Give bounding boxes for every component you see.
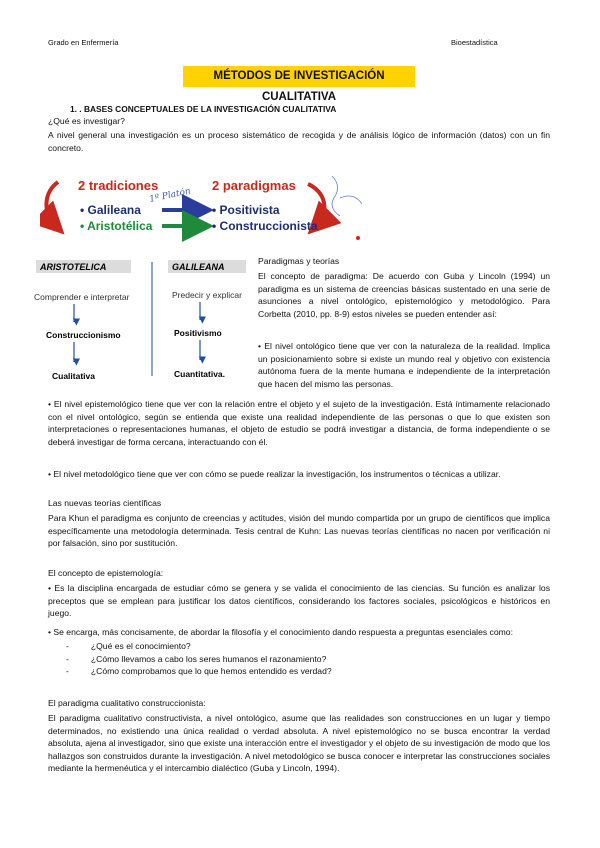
list-item: - ¿Qué es el conocimiento?	[66, 641, 191, 651]
traditions-paradigms-banner	[40, 168, 380, 248]
logo-mark	[356, 236, 360, 240]
tradition-flow-diagram	[34, 258, 254, 382]
right-step2: Positivismo	[174, 328, 222, 338]
galileana-title: GALILEANA	[172, 262, 225, 272]
left-curved-arrow	[46, 182, 58, 226]
construccionista-label: • Construccionista	[212, 219, 318, 233]
epistemology-heading: El concepto de epistemología:	[48, 568, 164, 578]
left-step3: Cualitativa	[52, 371, 95, 381]
header-course: Grado en Enfermería	[48, 38, 119, 47]
left-step1: Comprender e interpretar	[34, 292, 130, 302]
traditions-title: 2 tradiciones	[78, 178, 159, 193]
constructionist-paragraph: El paradigma cualitativo constructivista, a nivel ontológico, asume que las realidades son construcciones en un lugar y tiempo determinados, no existiendo una única realidad o verdad absoluta. A nivel epistemológico no se busca encontrar la verdad absoluta, ajena al investigador, sino que existe una interacción entre el investigador y el objeto de su investigación de modo que los hallazgos son construidos durante la investigación. A nivel metodológico se busca conocer e interpretar las construcciones sociales mediante la hermenéutica y el intercambio dialéctico (Guba y Lincoln, 1994).	[48, 713, 550, 774]
paradigms-heading: Paradigmas y teorías	[258, 256, 340, 266]
page-title: MÉTODOS DE INVESTIGACIÓN CUALITATIVA	[183, 66, 415, 87]
constructionist-heading: El paradigma cualitativo construccionista:	[48, 698, 206, 708]
question-heading: ¿Qué es investigar?	[48, 116, 125, 126]
aristotelica-title: ARISTOTELICA	[40, 262, 107, 272]
theories-heading: Las nuevas teorías científicas	[48, 498, 162, 508]
header-subject: Bioestadística	[451, 38, 498, 47]
theories-paragraph: Para Khun el paradigma es conjunto de creencias y actitudes, visión del mundo compartida por un grupo de científicos que implica específicamente una metodología determinada. Tesis central de Kuhn: Las nuevas teorías científicas no nacen por verificación ni por falsación, sino por sustitución.	[48, 513, 550, 549]
paradigms-title: 2 paradigmas	[212, 178, 296, 193]
aristotelica-label: • Aristotélica	[80, 219, 153, 233]
right-step1: Predecir y explicar	[172, 290, 242, 300]
galileana-label: • Galileana	[80, 203, 141, 217]
intro-paragraph: A nivel general una investigación es un proceso sistemático de recogida y de análisis lógico de información (datos) con un fin concreto.	[48, 130, 550, 153]
section-heading: 1. . BASES CONCEPTUALES DE LA INVESTIGACIÓN CUALITATIVA	[70, 104, 337, 114]
left-step2: Construccionismo	[46, 330, 121, 340]
epistemology-bullet2: • Se encarga, más concisamente, de abordar la filosofía y el conocimiento dando respuesta a preguntas esenciales como:	[48, 627, 513, 637]
list-item: - ¿Cómo llevamos a cabo los seres humanos el razonamiento?	[66, 653, 327, 664]
epistemology-bullet1: • Es la disciplina encargada de estudiar cómo se genera y se valida el conocimiento de las ciencias. Su función es analizar los preceptos que se emplean para justificar los datos científicos, considerando los factores sociales, psicológicos e históricos en juego.	[48, 583, 550, 619]
methodological-level: • El nivel metodológico tiene que ver con cómo se puede realizar la investigación, los instrumentos o técnicas a utilizar.	[48, 469, 501, 479]
handwriting-scribble	[340, 196, 362, 204]
list-item: - ¿Cómo comprobamos que lo que hemos entendido es verdad?	[66, 666, 332, 677]
ontological-level: • El nivel ontológico tiene que ver con la naturaleza de la realidad. Implica un posicionamiento sobre si existe un mundo real y objetivo con existencia autónoma fuera de la mente humana e independiente de la interpretación que hacen del mismo las personas.	[258, 341, 550, 389]
right-step3: Cuantitativa.	[174, 369, 226, 379]
question-list	[66, 640, 332, 678]
positivista-label: • Positivista	[212, 203, 280, 217]
epistemological-level: • El nivel epistemológico tiene que ver con la relación entre el objeto y el sujeto de la investigación. Está íntimamente relacionado con el nivel ontológico, según se entienda que existe una realidad independiente de las personas o que lo que existen son interpretaciones o representaciones humanas, el objeto de estudio se podrá investigar a distancia, de forma independiente o se deberá investigar de forma cercana, interactuando con él.	[48, 399, 550, 447]
handwritten-note: 1º Platón	[148, 186, 192, 205]
handwriting-scribble	[332, 176, 340, 216]
paradigm-definition: El concepto de paradigma: De acuerdo con Guba y Lincoln (1994) un paradigma es un sistema de creencias básicas sustentado en una serie de asunciones a nivel ontológico, epistemológico y metodológico. Para Corbetta (2010, pp. 8-9) estos niveles se pueden entender así:	[258, 271, 550, 319]
